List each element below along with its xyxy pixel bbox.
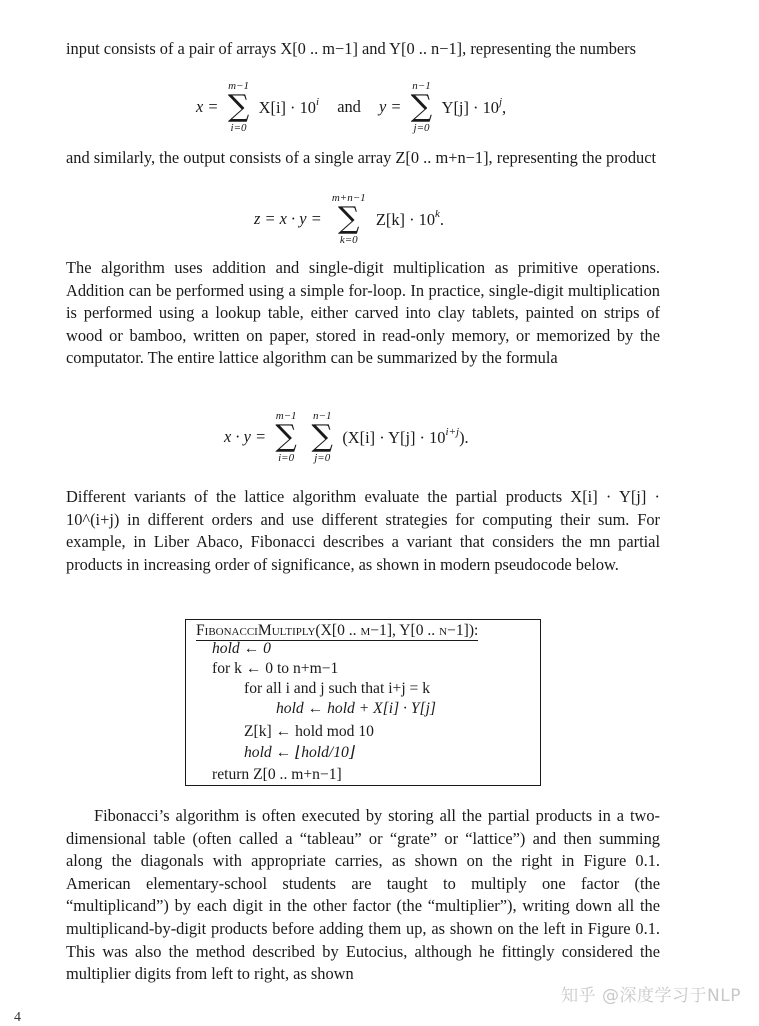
eq1-term-x: X[i] · 10 <box>258 98 317 117</box>
summation-icon: n−1 ∑ j=0 <box>407 80 437 134</box>
algorithm-header: FibonacciMultiply(X[0 .. m−1], Y[0 .. n−1]): <box>196 622 479 639</box>
algorithm-line: hold ← ⌊hold/10⌋ <box>244 744 355 761</box>
summation-icon: m−1 ∑ i=0 <box>224 80 254 134</box>
eq1-exp-y: j <box>498 96 503 108</box>
page-number: 4 <box>14 1010 21 1025</box>
sum-lower-limit: i=0 <box>230 122 247 134</box>
paragraph-algorithm-primitives: The algorithm uses addition and single-digit multiplication as primitive operations. Addition can be performed using a simple for-loop. In practice, single-digit multiplication is performed using a lookup table, either carved into clay tablets, painted on strips of wood or bamboo, written on paper, stored in read-only memory, or memorized by the computator. The entire lattice algorithm can be summarized by the formula <box>66 258 660 368</box>
algorithm-line: return Z[0 .. m+n−1] <box>212 766 342 783</box>
paragraph-output: and similarly, the output consists of a single array Z[0 .. m+n−1], representing the product <box>66 148 657 167</box>
sum-upper-limit: m+n−1 <box>331 192 366 204</box>
summation-icon: m−1 ∑ i=0 <box>271 410 301 464</box>
eq1-lhs-y: y = <box>378 97 402 116</box>
sum-upper-limit: m−1 <box>228 80 249 92</box>
sum-upper-limit: n−1 <box>412 80 431 92</box>
algorithm-line: for all i and j such that i+j = k <box>244 680 431 697</box>
equation-x-y-definitions: x = m−1 ∑ i=0 $X[i] \cdot 10^i$ and y = n−1 ∑ j=0 $Y[j] \cdot 10^j$, <box>196 80 507 134</box>
summation-icon: m+n−1 ∑ k=0 <box>327 192 371 246</box>
algorithm-box-fibonacci-multiply <box>185 619 541 786</box>
sum-lower-limit: i=0 <box>278 452 295 464</box>
eq1-term-y: Y[j] · 10 <box>441 98 499 117</box>
sum-lower-limit: j=0 <box>413 122 430 134</box>
eq3-term: (X[i] · Y[j] · 10 <box>342 428 446 447</box>
sum-lower-limit: j=0 <box>314 452 331 464</box>
algorithm-line: hold ← hold + X[i] · Y[j] <box>276 700 436 717</box>
algorithm-line: hold ← 0 <box>212 640 271 657</box>
algorithm-line: Z[k] ← hold mod 10 <box>244 723 374 740</box>
paragraph-variants: Different variants of the lattice algorithm evaluate the partial products X[i] · Y[j] · 10^(i+j) in different orders and use different strategies for computing their sum. For example, in Liber Abaco, Fibonacci describes a variant that considers the mn partial products in increasing order of significance, as shown in modern pseudocode below. <box>66 487 660 574</box>
eq3-lhs: x · y = <box>224 427 267 446</box>
sum-upper-limit: n−1 <box>313 410 332 422</box>
summation-icon: n−1 ∑ j=0 <box>307 410 337 464</box>
eq2-exp: k <box>435 208 440 220</box>
equation-lattice-formula: x · y = m−1 ∑ i=0 n−1 ∑ j=0 $(X[i] \cdot Y[j] \cdot 10^{i+j})$. <box>224 410 469 464</box>
eq2-term: Z[k] · 10 <box>375 210 436 229</box>
sum-upper-limit: m−1 <box>275 410 297 422</box>
eq2-lhs: z = x · y = <box>254 209 322 228</box>
zhihu-watermark: 知乎 @深度学习于NLP <box>561 986 741 1006</box>
eq1-and: and <box>337 97 361 116</box>
sum-lower-limit: k=0 <box>339 234 358 246</box>
algorithm-line: for k ← 0 to n+m−1 <box>212 660 339 677</box>
eq3-exp: i+j <box>445 426 460 438</box>
eq1-lhs-x: x = <box>196 97 219 116</box>
paragraph-fibonacci-tableau: Fibonacci’s algorithm is often executed by storing all the partial products in a two-dimensional table (often called a “tableau” or “grate” or “lattice”) and then summing along the diagonals with appropriate carries, as shown on the right in Figure 0.1. American elementary-school students are taught to multiply one factor (the “multiplicand”) by each digit in the other factor (the “multiplier”), writing down all the multiplicand-by-digit products before adding them up, as shown on the left in Figure 0.1. This was also the method described by Eutocius, although he fittingly considered the multiplier digits from left to right, as shown <box>66 806 660 984</box>
eq1-exp-x: i <box>316 96 320 108</box>
paragraph-arrays: input consists of a pair of arrays X[0 .. m−1] and Y[0 .. n−1], representing the numbers <box>66 39 637 58</box>
equation-z-product: z = x · y = m+n−1 ∑ k=0 $Z[k] \cdot 10^k$. <box>254 192 445 246</box>
